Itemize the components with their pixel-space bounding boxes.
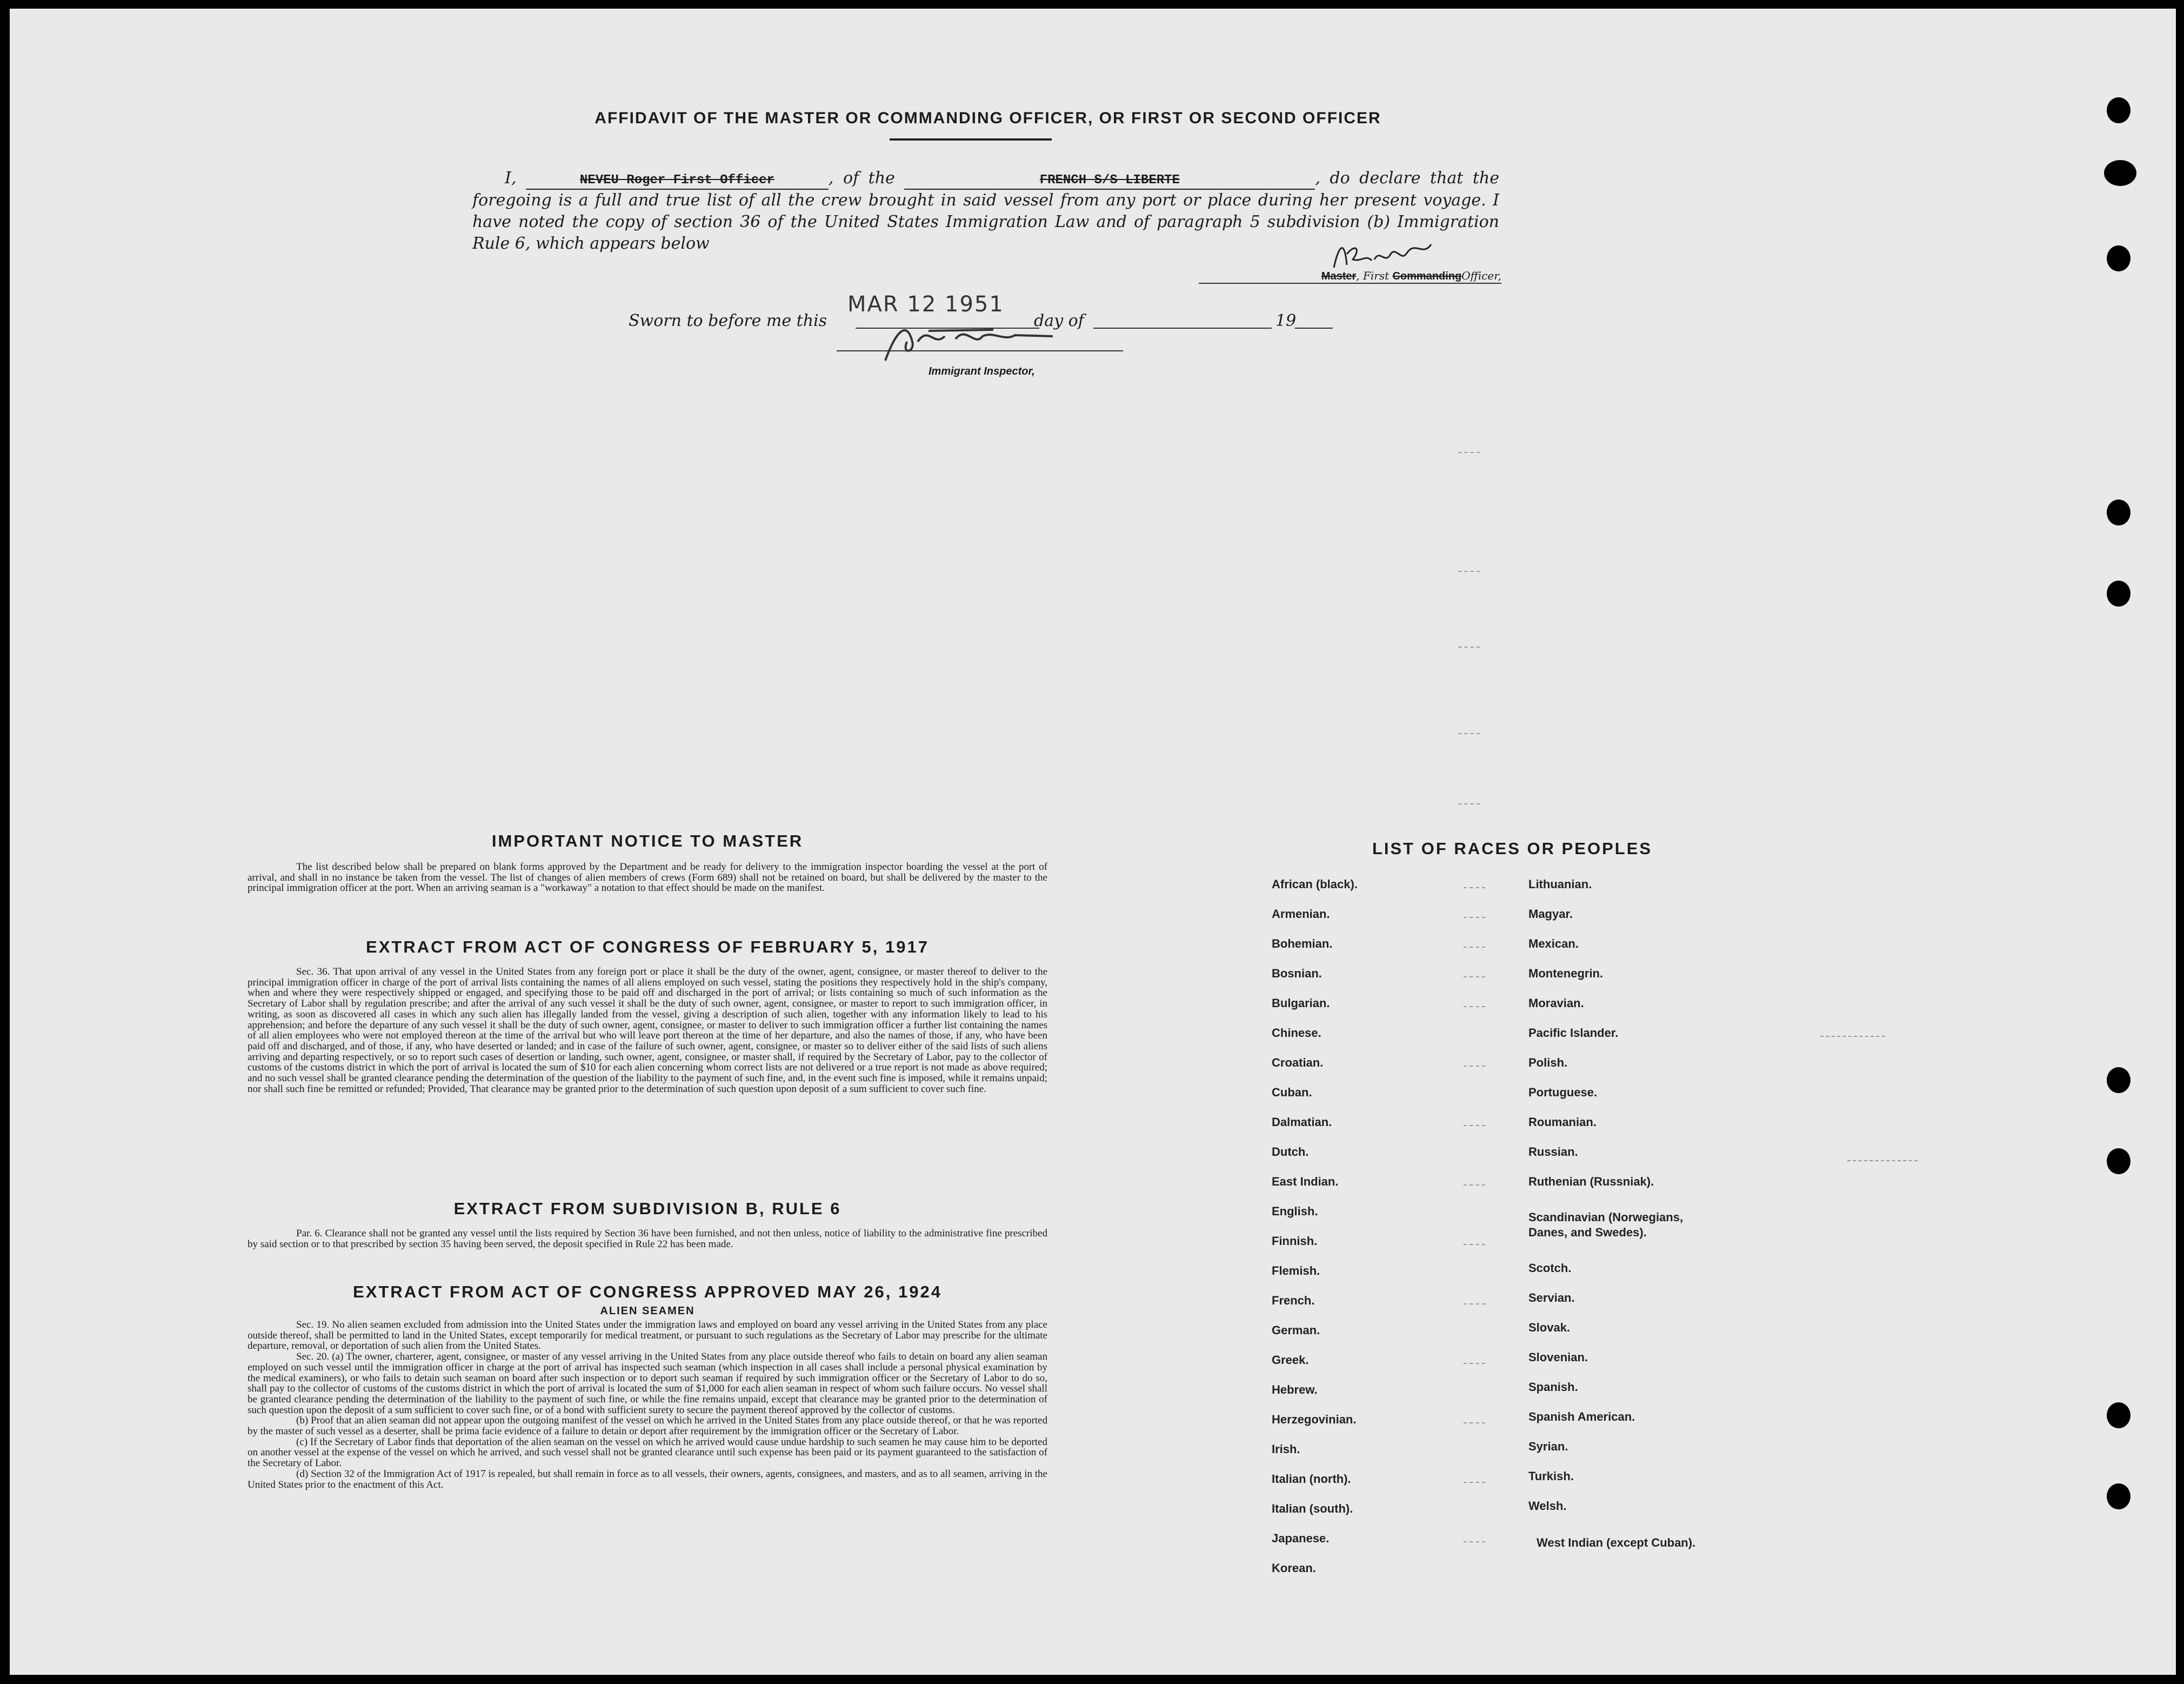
race-right-item: West Indian (except Cuban). (1537, 1536, 1696, 1549)
race-divider-mark (1464, 976, 1485, 977)
race-right-item: Spanish American. (1528, 1410, 1635, 1423)
race-divider-mark (1464, 1303, 1485, 1304)
ruled-mark (1458, 803, 1480, 804)
race-left-item: Croatian. (1272, 1056, 1324, 1069)
race-right-item: Polish. (1528, 1056, 1568, 1069)
race-left-item: Japanese. (1272, 1532, 1330, 1545)
race-left-item: Italian (north). (1272, 1472, 1351, 1486)
race-left-item: Finnish. (1272, 1234, 1318, 1248)
race-divider-mark (1464, 887, 1485, 888)
day-of-label: day of (1034, 311, 1084, 330)
race-left-item: Herzegovinian. (1272, 1413, 1357, 1426)
officer-signature-line (1199, 269, 1501, 284)
title-rule (890, 138, 1052, 141)
manifest-page (10, 9, 2176, 1675)
races-title: LIST OF RACES OR PEOPLES (1372, 839, 1653, 858)
race-divider-mark (1464, 947, 1485, 948)
race-left-item: Flemish. (1272, 1264, 1320, 1277)
race-right-item: Portuguese. (1528, 1086, 1598, 1099)
affidavit-do-declare: , do declare (1315, 169, 1421, 188)
race-divider-mark (1464, 1184, 1485, 1186)
extract-rule6-title: EXTRACT FROM SUBDIVISION B, RULE 6 (453, 1199, 841, 1218)
race-right-item: Moravian. (1528, 996, 1584, 1010)
inspector-label: Immigrant Inspector, (929, 365, 1035, 377)
race-right-item: Montenegrin. (1528, 967, 1604, 980)
race-right-item: Russian. (1528, 1145, 1578, 1159)
race-right-item: Lithuanian. (1528, 877, 1592, 891)
first-label: , First (1356, 269, 1390, 282)
extract-1924-sec20a: Sec. 20. (a) The owner, charterer, agent, consignee, or master of any vessel arriving in the United States from any place outside thereof who fails to detain on board any alien seaman employed on such vessel until the immigration officer in charge at the port of arrival has inspected such seaman (which inspection in all cases shall include a personal physical examination by the medical examiners), or who fails to detain such seaman on board after such inspection or to deport such seaman if required by such immigration officer or the Secretary of Labor to do so, shall pay to the collector of customs of the customs district in which the port of arrival is located the sum of $1,000 for each alien seaman in respect of whom such failure occurs. No vessel shall be granted clearance pending the determination of the liability to the payment of such fine, or while the fine remains unpaid, except that clearance may be granted prior to the determination of such question upon the deposit of a sum sufficient to cover such fine, or of a bond with sufficient surety to secure the payment thereof approved by the collector of customs. (248, 1351, 1047, 1416)
race-left-item: Dutch. (1272, 1145, 1309, 1159)
race-right-item: Welsh. (1528, 1499, 1567, 1513)
race-right-item: Roumanian. (1528, 1115, 1597, 1129)
extract-1924-sec20c: (c) If the Secretary of Labor finds that deportation of the alien seaman on the vessel on which he arrived would cause undue hardship to such seamen he may cause him to be deported on another vessel at the expense of the vessel on which he arrived, and such vessel shall not be granted clearance until such expense has been paid or its payment guaranteed to the satisfaction of the Secretary of Labor. (248, 1436, 1047, 1469)
race-right-item: Slovenian. (1528, 1350, 1588, 1364)
year-prefix: 19 (1275, 311, 1297, 330)
extract-rule6-section (248, 1199, 1047, 1249)
race-left-item: Irish. (1272, 1442, 1300, 1456)
month-line (1093, 328, 1272, 329)
race-left-item: Hebrew. (1272, 1383, 1318, 1396)
race-divider-mark (1464, 1422, 1485, 1423)
ruled-mark (1820, 1036, 1885, 1037)
race-right-item: Magyar. (1528, 907, 1573, 921)
affidavit-title: AFFIDAVIT OF THE MASTER OR COMMANDING OFFICER, OR FIRST OR SECOND OFFICER (595, 109, 1381, 127)
struck-commanding: Commanding (1392, 270, 1462, 282)
race-left-item: Bulgarian. (1272, 996, 1330, 1010)
race-left-item: East Indian. (1272, 1175, 1339, 1188)
extract-1924-title: EXTRACT FROM ACT OF CONGRESS APPROVED MAY 26, 1924 (353, 1282, 942, 1301)
notice-title: IMPORTANT NOTICE TO MASTER (491, 831, 804, 850)
race-divider-mark (1464, 1125, 1485, 1126)
race-divider-mark (1464, 1482, 1485, 1483)
race-divider-mark (1464, 1066, 1485, 1067)
binder-hole (2104, 160, 2136, 186)
extract-1917-section (248, 937, 1047, 1094)
extract-1917-title: EXTRACT FROM ACT OF CONGRESS OF FEBRUARY 5, 1917 (366, 937, 929, 956)
race-left-item: Korean. (1272, 1561, 1316, 1575)
extract-rule6-text: Par. 6. Clearance shall not be granted any vessel until the lists required by Section 36 have been furnished, and not then unless, notice of liability to the administrative fine prescribed by said section or to that prescribed by section 35 having been served, the deposit specified in Rule 22 has been made. (248, 1228, 1047, 1250)
extract-1924-sec20d: (d) Section 32 of the Immigration Act of 1917 is repealed, but shall remain in force as to all vessels, their owners, agents, consignees, and masters, and as to all seamen, arriving in the United States prior to the enactment of this Act. (248, 1468, 1047, 1490)
race-left-item: French. (1272, 1294, 1315, 1307)
race-left-item: Italian (south). (1272, 1502, 1353, 1515)
inspector-line (837, 350, 1123, 351)
affidavit-body: that the foregoing is a full and true list of all the crew brought in said vessel from any port or place during her present voyage. I have noted the copy of section 36 of the United States Immigration Law and of paragraph 5 subdivision (b) Immigration Rule 6, which appears below (472, 169, 1499, 253)
race-right-item: Turkish. (1528, 1469, 1574, 1483)
ruled-mark (1458, 647, 1480, 648)
race-left-item: African (black). (1272, 877, 1358, 891)
race-left-item: Greek. (1272, 1353, 1309, 1367)
race-left-item: Bosnian. (1272, 967, 1322, 980)
race-right-item: Spanish. (1528, 1380, 1578, 1394)
race-right-item: Scandinavian (Norwegians, Danes, and Swedes). (1528, 1210, 1684, 1239)
race-left-item: English. (1272, 1204, 1318, 1218)
date-stamp: MAR 12 1951 (847, 292, 1004, 317)
extract-1924-subtitle: ALIEN SEAMEN (600, 1305, 695, 1317)
extract-1917-text: Sec. 36. That upon arrival of any vessel in the United States from any foreign port or place it shall be the duty of the owner, agent, consignee, or master thereof to deliver to the principal immigration officer in charge of the port of arrival lists containing the names of all aliens employed on such vessel, stating the positions they respectively hold in the ship's company, when and where they were respectively shipped or engaged, and specifying those to be paid off and discharged in the port of arrival; or lists containing so much of such information as the Secretary of Labor shall by regulation prescribe; and after the arrival of any such vessel it shall be the duty of such owner, agent, consignee, or master to report to such immigration officer, in writing, as soon as discovered all cases in which any such alien has illegally landed from the vessel, giving a description of such alien, together with any information likely to lead to his apprehension; and before the departure of any such vessel it shall be the duty of such owner, agent, consignee, or master to deliver to such immigration officer a further list containing the names of all alien employees who were not employed thereon at the time of the arrival but who will leave port thereon at the time of her departure, and also the names of those, if any, who have been paid off and discharged, and of those, if any, who have deserted or landed; and in case of the failure of such owner, agent, consignee, or master so to deliver either of the said lists of such aliens arriving and departing respectively, or so to report such cases of desertion or landing, such owner, agent, consignee, or master shall, if required by the Secretary of Labor, pay to the collector of customs of the customs district in which the port of arrival is located the sum of $10 for each alien concerning whom correct lists are not delivered or a true report is not made as above required; and no such vessel shall be granted clearance pending the determination of the question of the liability to the payment of such fine, and, in the event such fine is imposed, while it remains unpaid; nor shall such fine be remitted or refunded; Provided, That clearance may be granted prior to the determination of such question upon deposit of a sum sufficient to cover such fine. (248, 966, 1047, 1095)
binder-hole (2107, 97, 2130, 123)
affidavit-i: I, (505, 169, 517, 188)
race-divider-mark (1464, 917, 1485, 918)
race-divider-mark (1464, 1006, 1485, 1007)
ruled-mark (1847, 1160, 1918, 1161)
race-right-item: Syrian. (1528, 1440, 1568, 1453)
binder-hole (2107, 1067, 2130, 1093)
vessel-name-fill: FRENCH S/S LIBERTE (904, 172, 1315, 190)
race-right-item: Slovak. (1528, 1321, 1571, 1334)
officer-name-fill: NEVEU Roger First Officer (526, 172, 829, 190)
race-right-item: Scotch. (1528, 1261, 1572, 1275)
race-left-item: Chinese. (1272, 1026, 1321, 1040)
race-right-item: Mexican. (1528, 937, 1579, 950)
race-divider-mark (1464, 1363, 1485, 1364)
binder-hole (2107, 1483, 2130, 1509)
binder-hole (2107, 581, 2130, 607)
race-right-item: Servian. (1528, 1291, 1575, 1304)
binder-hole (2107, 1402, 2130, 1428)
extract-1924-sec19: Sec. 19. No alien seamen excluded from admission into the United States under the immigration laws and employed on board any vessel arriving in the United States from any place outside thereof, shall be permitted to land in the United States, except temporarily for medical treatment, or pursuant to such regulations as the Secretary of Labor may prescribe for the ultimate departure, removal, or deportation of such alien from the United States. (248, 1319, 1047, 1352)
extract-1924-section (248, 1282, 1047, 1490)
extract-1924-sec20b: (b) Proof that an alien seaman did not appear upon the outgoing manifest of the vessel on which he arrived in the United States from any place outside thereof, or that he was reported by the master of such vessel as a deserter, shall be prima facie evidence of a failure to detain or deport after requirement by the immigration officer or the Secretary of Labor. (248, 1415, 1047, 1437)
race-right-item: Ruthenian (Russniak). (1528, 1175, 1654, 1188)
binder-hole (2107, 1148, 2130, 1174)
struck-master: Master (1321, 270, 1357, 282)
binder-hole (2107, 500, 2130, 525)
race-divider-mark (1464, 1541, 1485, 1542)
race-left-item: Armenian. (1272, 907, 1330, 921)
notice-text: The list described below shall be prepared on blank forms approved by the Department and be ready for delivery to the immigration inspector boarding the vessel at the port of arrival, and shall in no instance be taken from the vessel. The list of changes of alien members of crews (Form 689) shall not be retained on board, but shall be delivered by the master to the principal immigration officer at the port. When an arriving seaman is a "workaway" a notation to that effect should be made on the manifest. (248, 861, 1047, 894)
officer-label: Officer, (1461, 269, 1501, 282)
sworn-label: Sworn to before me this (629, 311, 827, 330)
year-line (1295, 328, 1333, 329)
ruled-mark (1458, 571, 1480, 572)
ruled-mark (1458, 452, 1480, 453)
race-divider-mark (1464, 1244, 1485, 1245)
ruled-mark (1458, 733, 1480, 734)
race-right-item: Pacific Islander. (1528, 1026, 1619, 1040)
binder-hole (2107, 245, 2130, 271)
inspector-signature (874, 309, 1101, 369)
race-left-item: Bohemian. (1272, 937, 1333, 950)
affidavit-of-the: , of the (828, 169, 895, 188)
race-left-item: Dalmatian. (1272, 1115, 1332, 1129)
notice-section (248, 831, 1047, 894)
race-left-item: German. (1272, 1323, 1320, 1337)
race-left-item: Cuban. (1272, 1086, 1312, 1099)
